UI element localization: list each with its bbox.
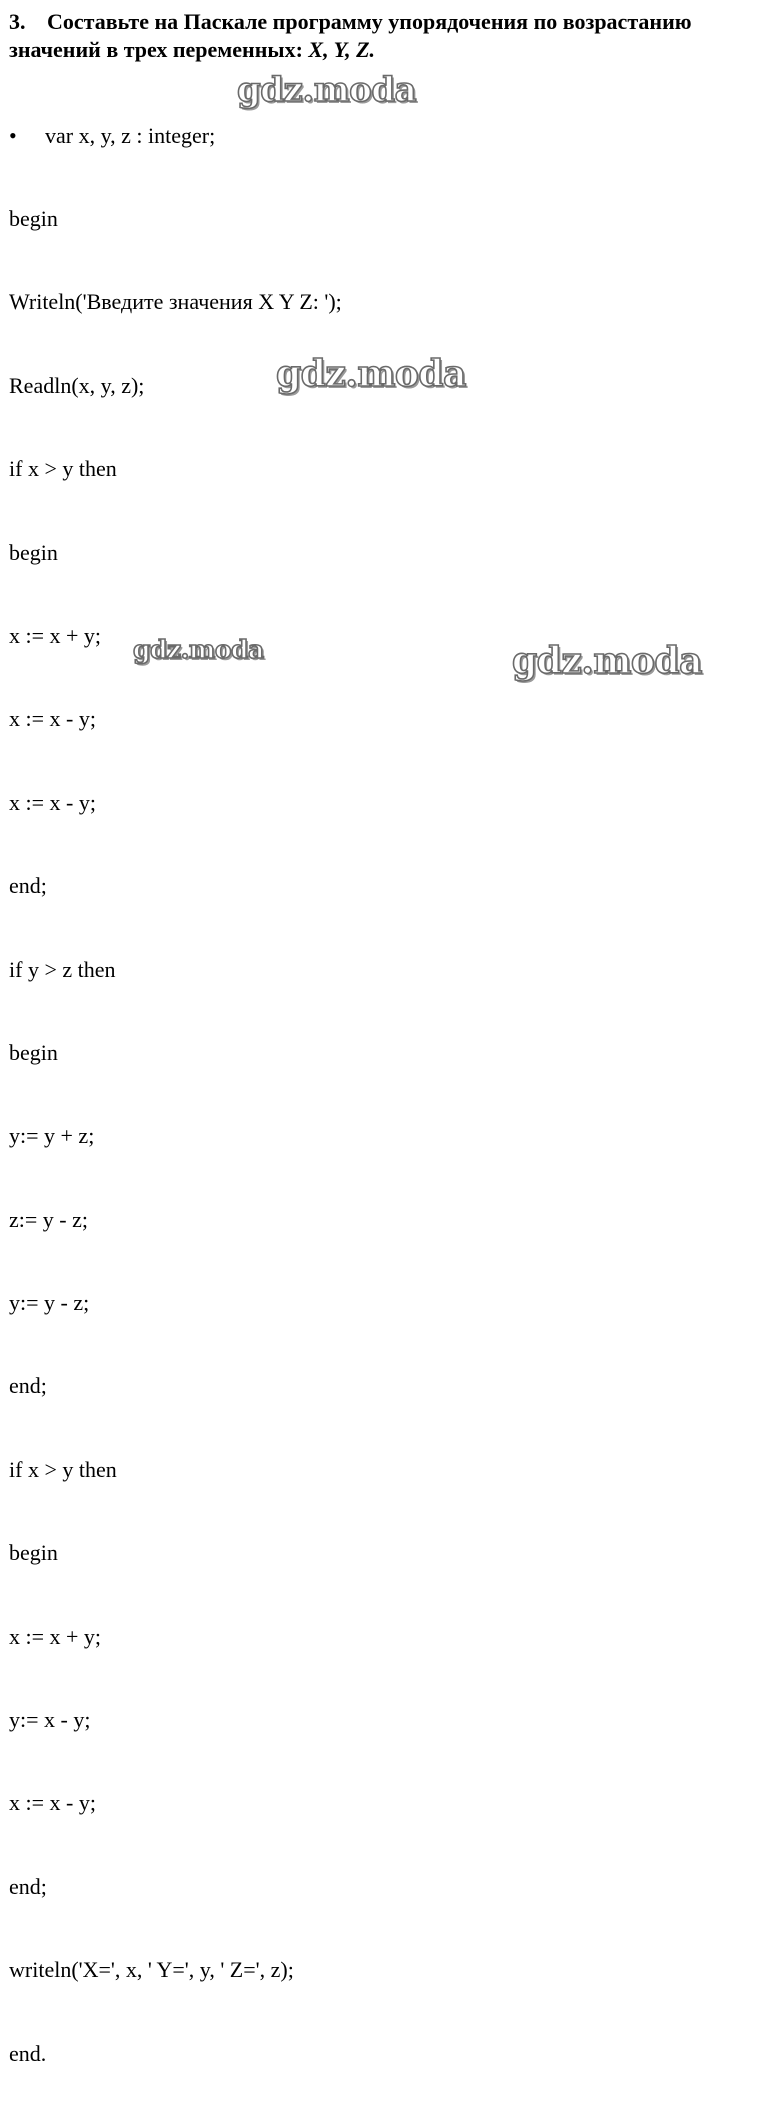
- code-line: x := x + y;: [9, 622, 102, 648]
- code-line: end;: [9, 1373, 47, 1399]
- task-heading: [9, 8, 764, 64]
- code-line: writeln('X=', x, ' Y=', y, ' Z=', z);: [9, 1957, 294, 1983]
- watermark: gdz.moda: [512, 640, 702, 682]
- code-line: begin: [9, 205, 58, 231]
- bullet-icon: •: [9, 122, 17, 148]
- code-line: end;: [9, 873, 47, 899]
- code-line: y:= y - z;: [9, 1290, 90, 1316]
- code-line: if y > z then: [9, 956, 116, 982]
- code-line: if x > y then: [9, 1456, 117, 1482]
- code-line: y:= y + z;: [9, 1123, 95, 1149]
- code-line-text: var x, y, z : integer;: [45, 122, 216, 148]
- code-line: begin: [9, 539, 58, 565]
- code-line: Readln(x, y, z);: [9, 372, 145, 398]
- code-line: end.: [9, 2040, 47, 2066]
- code-line: z:= y - z;: [9, 1206, 88, 1232]
- code-line: begin: [9, 1039, 58, 1065]
- code-line: end;: [9, 1873, 47, 1899]
- code-line: begin: [9, 1540, 58, 1566]
- task-text: Составьте на Паскале программу упорядочения по возрастанию значений в трех переменных:: [9, 9, 692, 62]
- code-line: x := x - y;: [9, 1790, 96, 1816]
- task-variables: X, Y, Z.: [308, 37, 376, 62]
- watermark: gdz.moda: [237, 70, 417, 110]
- code-line: if x > y then: [9, 456, 117, 482]
- task-number: 3.: [9, 9, 26, 34]
- code-line: x := x + y;: [9, 1623, 102, 1649]
- watermark: gdz.moda: [133, 635, 264, 664]
- code-line: Writeln('Введите значения X Y Z: ');: [9, 289, 342, 315]
- watermark: gdz.moda: [276, 353, 466, 395]
- code-line: x := x - y;: [9, 789, 96, 815]
- code-line: x := x - y;: [9, 706, 96, 732]
- code-line-declaration: [9, 122, 342, 150]
- code-line: y:= x - y;: [9, 1707, 91, 1733]
